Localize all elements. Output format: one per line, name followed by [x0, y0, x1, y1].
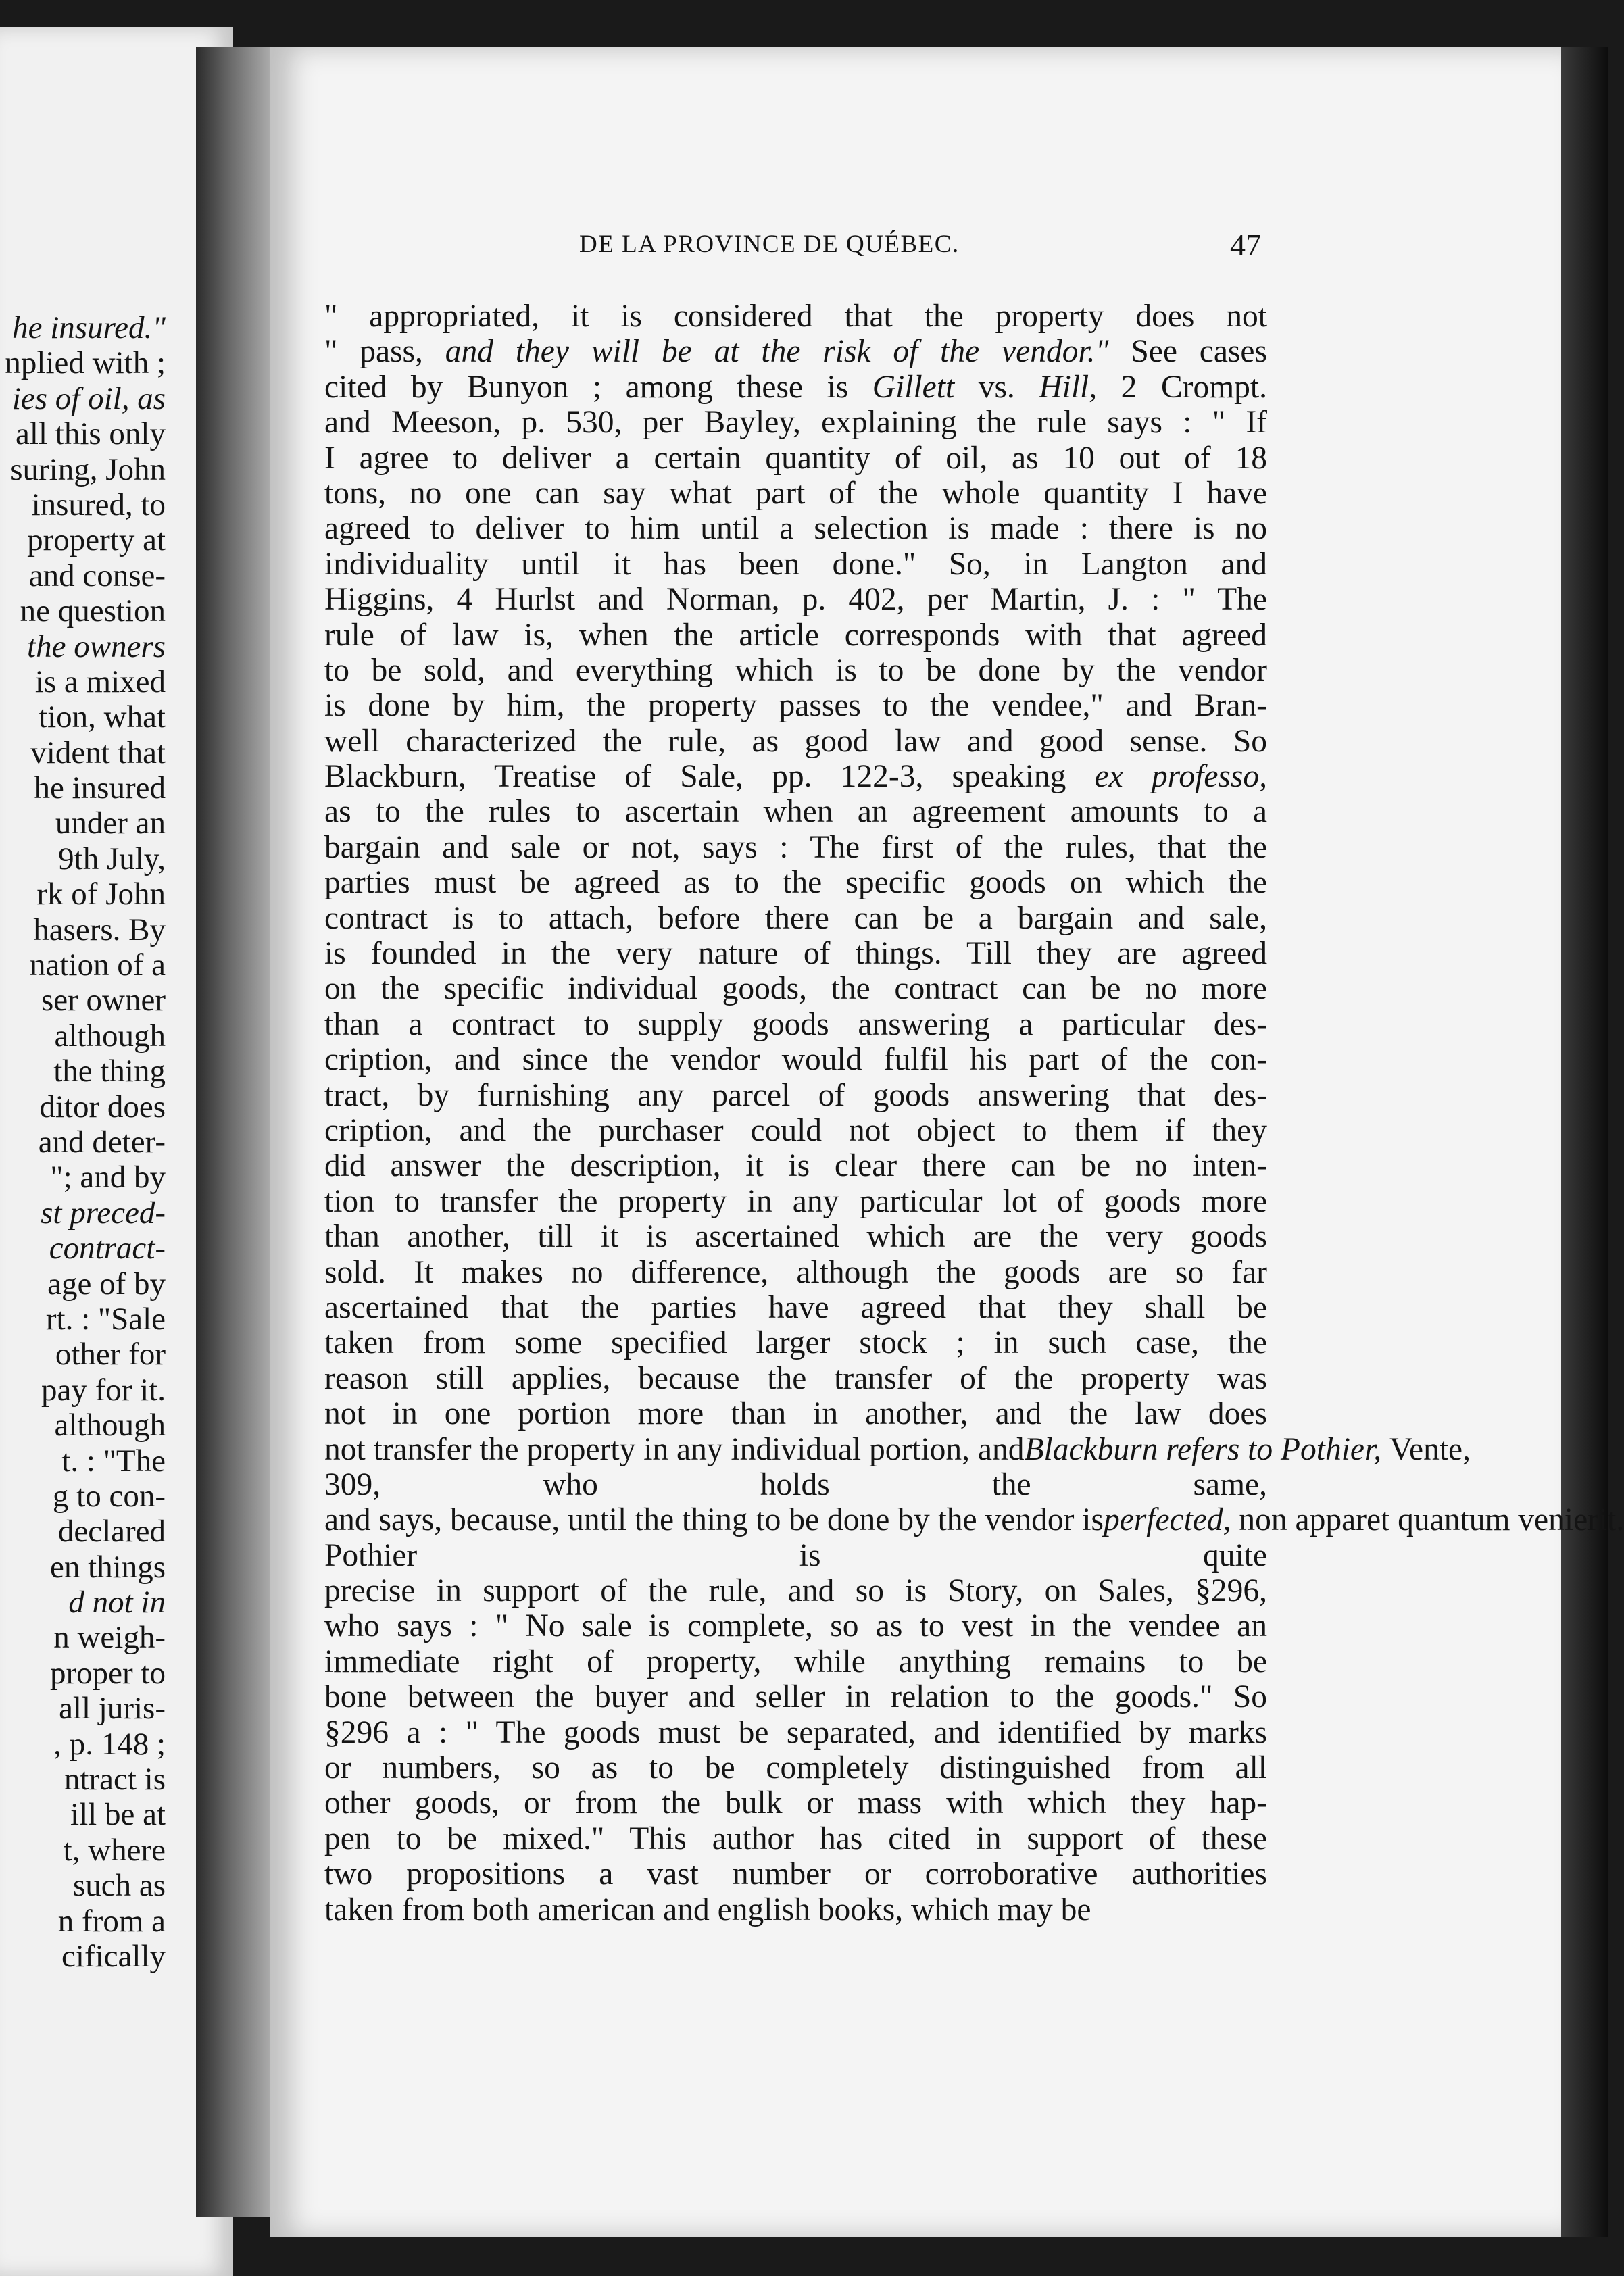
- left-page-line: ne question: [20, 593, 166, 629]
- left-page-line: en things: [49, 1549, 166, 1585]
- text-line: I agree to deliver a certain quantity of oil, as 10 out of 18: [324, 440, 1267, 476]
- text-line: Higgins, 4 Hurlst and Norman, p. 402, per Martin, J. : " The: [324, 582, 1267, 618]
- left-page-line: rk of John: [36, 876, 166, 912]
- left-page-line: although: [54, 1018, 166, 1054]
- left-page-line: and deter-: [38, 1124, 166, 1160]
- left-page-line: rt. : "Sale: [45, 1301, 166, 1337]
- page-number: 47: [1230, 228, 1261, 262]
- left-page-line: the thing: [53, 1054, 166, 1089]
- text-line: to be sold, and everything which is to be done by the vendor: [324, 652, 1267, 688]
- text-line: two propositions a vast number or corroborative authorities: [324, 1856, 1267, 1892]
- left-page-line: proper to: [50, 1655, 166, 1691]
- text-line: pen to be mixed." This author has cited in support of these: [324, 1821, 1267, 1856]
- left-page-line: age of by: [47, 1266, 166, 1302]
- left-page-line: contract-: [49, 1231, 166, 1266]
- left-page-text: [0, 310, 166, 1974]
- text-line: 309, who holds the same,: [324, 1466, 1267, 1502]
- left-page-line: d not in: [68, 1585, 166, 1621]
- left-page-line: pay for it.: [41, 1372, 166, 1408]
- left-page-line: ntract is: [64, 1762, 166, 1798]
- text-line: and Meeson, p. 530, per Bayley, explaining the rule says : " If: [324, 405, 1267, 441]
- left-page-line: although: [54, 1408, 166, 1443]
- left-page-line: ditor does: [39, 1089, 166, 1124]
- text-line: precise in support of the rule, and so is Story, on Sales, §296,: [324, 1573, 1267, 1609]
- text-line: immediate right of property, while anything remains to be: [324, 1643, 1267, 1679]
- left-page-line: all juris-: [59, 1691, 166, 1727]
- text-line: is done by him, the property passes to the vendee," and Bran-: [324, 688, 1267, 724]
- text-line: other goods, or from the bulk or mass with which they hap-: [324, 1785, 1267, 1821]
- running-header: DE LA PROVINCE DE QUÉBEC.: [579, 230, 960, 258]
- left-page-line: under an: [55, 806, 166, 841]
- text-line: than a contract to supply goods answering a particular des-: [324, 1006, 1267, 1042]
- text-line: than another, till it is ascertained which are the very goods: [324, 1219, 1267, 1255]
- left-page-line: nplied with ;: [5, 345, 166, 381]
- text-line: is founded in the very nature of things. Till they are agreed: [324, 936, 1267, 972]
- text-line: bone between the buyer and seller in relation to the goods." So: [324, 1679, 1267, 1715]
- left-page-line: suring, John: [10, 451, 166, 487]
- left-page-line: hasers. By: [33, 912, 166, 947]
- left-page-line: st preced-: [41, 1195, 166, 1231]
- text-line: " appropriated, it is considered that the property does not: [324, 299, 1267, 334]
- text-line: tion to transfer the property in any particular lot of goods more: [324, 1183, 1267, 1219]
- left-page-line: vident that: [30, 735, 166, 770]
- left-page-line: insured, to: [31, 487, 166, 522]
- left-page-line: and conse-: [28, 558, 166, 593]
- left-page-line: tion, what: [39, 699, 166, 735]
- text-line: " pass, and they will be at the risk of the vendor." See cases: [324, 334, 1267, 370]
- text-line: taken from both american and english books, which may be: [324, 1891, 1091, 1927]
- left-page-line: nation of a: [30, 947, 166, 983]
- left-page-line: g to con-: [52, 1478, 166, 1514]
- left-page-line: the owners: [27, 628, 166, 664]
- left-page-line: , p. 148 ;: [53, 1726, 166, 1762]
- left-page-line: all this only: [16, 416, 166, 452]
- text-line: did answer the description, it is clear there can be no inten-: [324, 1148, 1267, 1184]
- left-page-line: ser owner: [41, 983, 166, 1018]
- left-page-line: n from a: [57, 1903, 166, 1939]
- text-line: ascertained that the parties have agreed that they shall be: [324, 1289, 1267, 1325]
- left-page-line: cifically: [61, 1938, 166, 1974]
- text-line: well characterized the rule, as good law and good sense. So: [324, 723, 1267, 759]
- text-line: not transfer the property in any individual portion, andBlackburn refers to Pothier, Vente,: [324, 1431, 1471, 1467]
- left-page-line: ill be at: [70, 1797, 166, 1833]
- left-page-line: n weigh-: [53, 1620, 166, 1656]
- left-page-line: ies of oil, as: [11, 380, 166, 416]
- text-line: cription, and the purchaser could not object to them if they: [324, 1112, 1267, 1148]
- text-line: sold. It makes no difference, although the goods are so far: [324, 1254, 1267, 1290]
- left-page-line: declared: [57, 1514, 166, 1550]
- text-line: individuality until it has been done." So, in Langton and: [324, 546, 1267, 582]
- text-line: cription, and since the vendor would fulfil his part of the con-: [324, 1042, 1267, 1078]
- left-page-line: is a mixed: [34, 664, 166, 699]
- text-line: §296 a : " The goods must be separated, and identified by marks: [324, 1714, 1267, 1750]
- text-line: on the specific individual goods, the contract can be no more: [324, 971, 1267, 1007]
- text-line: parties must be agreed as to the specific goods on which the: [324, 865, 1267, 901]
- left-page-line: he insured: [34, 770, 166, 806]
- left-page-line: t. : "The: [61, 1443, 166, 1479]
- text-line: and says, because, until the thing to be done by the vendor isperfected, non apparet quantum venierit.: [324, 1502, 1624, 1538]
- text-line: not in one portion more than in another, and the law does: [324, 1396, 1267, 1432]
- text-line: agreed to deliver to him until a selection is made : there is no: [324, 511, 1267, 547]
- left-page-line: other for: [55, 1337, 166, 1372]
- left-page-line: 9th July,: [58, 841, 166, 876]
- text-line: Pothier is quite: [324, 1537, 1267, 1573]
- text-line: or numbers, so as to be completely distinguished from all: [324, 1750, 1267, 1786]
- page-edge-shadow: [1561, 47, 1608, 2237]
- text-line: tons, no one can say what part of the whole quantity I have: [324, 475, 1267, 511]
- left-page-line: such as: [72, 1868, 166, 1904]
- text-line: contract is to attach, before there can be a bargain and sale,: [324, 900, 1267, 936]
- text-line: bargain and sale or not, says : The first of the rules, that the: [324, 829, 1267, 865]
- text-line: Blackburn, Treatise of Sale, pp. 122-3, speaking ex professo,: [324, 759, 1268, 795]
- text-line: rule of law is, when the article corresponds with that agreed: [324, 617, 1267, 653]
- text-line: cited by Bunyon ; among these is Gillett vs. Hill, 2 Crompt.: [324, 369, 1267, 405]
- text-line: as to the rules to ascertain when an agreement amounts to a: [324, 794, 1267, 830]
- text-line: who says : " No sale is complete, so as to vest in the vendee an: [324, 1608, 1267, 1644]
- left-page-line: t, where: [63, 1832, 166, 1868]
- left-page-line: "; and by: [50, 1160, 166, 1195]
- left-page-line: property at: [27, 522, 166, 558]
- body-text: [324, 299, 1624, 1927]
- left-page-line: he insured.": [12, 310, 166, 345]
- text-line: reason still applies, because the transfer of the property was: [324, 1360, 1267, 1396]
- text-line: taken from some specified larger stock ; in such case, the: [324, 1325, 1267, 1361]
- text-line: tract, by furnishing any parcel of goods answering that des-: [324, 1077, 1267, 1113]
